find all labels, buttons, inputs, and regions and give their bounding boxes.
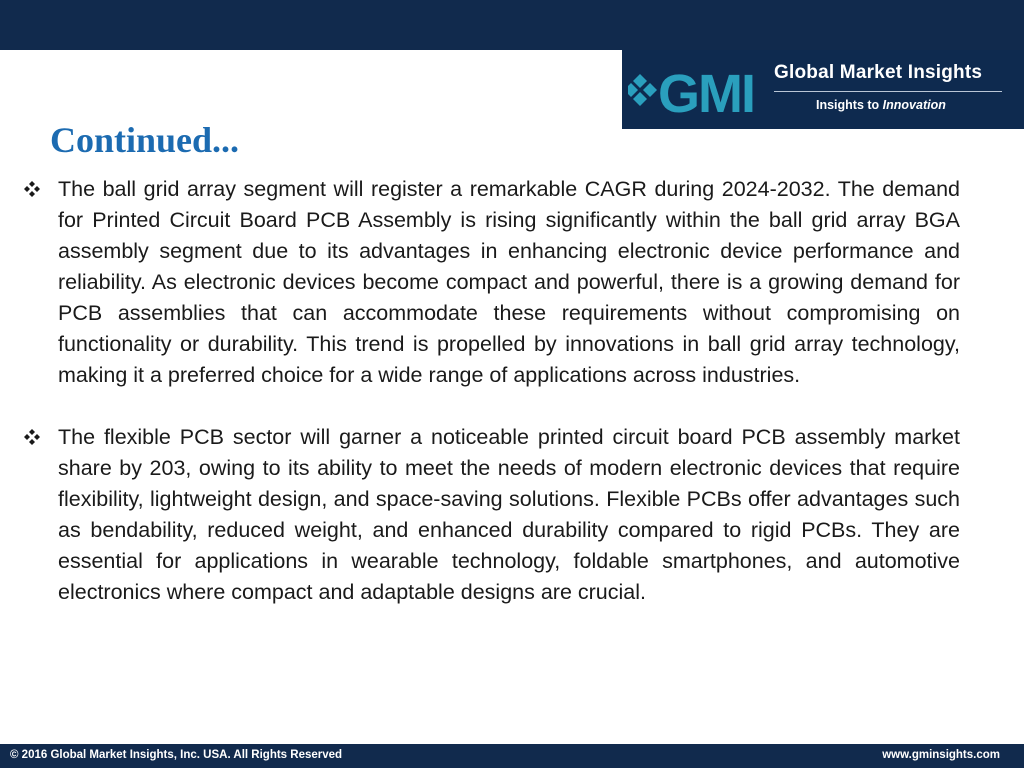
- logo-title: Global Market Insights: [774, 62, 983, 83]
- gmi-logo-letters: GMI: [658, 64, 754, 120]
- four-diamond-bullet-icon: [24, 181, 40, 197]
- bullet-item: [22, 422, 960, 608]
- logo-tagline-emphasis: Innovation: [882, 98, 946, 112]
- slide-heading: Continued...: [50, 120, 240, 160]
- top-header-bar: [0, 0, 1024, 50]
- logo-tagline: [816, 98, 946, 112]
- gmi-logo: [622, 50, 1024, 129]
- footer-copyright: © 2016 Global Market Insights, Inc. USA. All Rights Reserved: [10, 749, 343, 761]
- footer-website-link[interactable]: www.gminsights.com: [882, 749, 1000, 761]
- bullet-text: The flexible PCB sector will garner a noticeable printed circuit board PCB assembly market share by 203, owing to its ability to meet the needs of modern electronic devices that require flexibility, lightweight design, and space-saving solutions. Flexible PCBs offer advantages such as bendability, reduced weight, and enhanced durability compared to rigid PCBs. They are essential for applications in wearable technology, foldable smartphones, and automotive electronics where compact and adaptable designs are crucial.: [58, 425, 960, 604]
- bullet-item: [22, 174, 960, 391]
- bullet-list: [22, 174, 960, 608]
- logo-tagline-prefix: Insights to: [816, 98, 883, 112]
- bullet-text: The ball grid array segment will register a remarkable CAGR during 2024-2032. The demand for Printed Circuit Board PCB Assembly is rising significantly within the ball grid array BGA assembly segment due to its advantages in enhancing electronic device performance and reliability. As electronic devices become compact and powerful, there is a growing demand for PCB assemblies that can accommodate these requirements without compromising on functionality or durability. This trend is propelled by innovations in ball grid array technology, making it a preferred choice for a wide range of applications across industries.: [58, 177, 960, 387]
- footer-bar: [0, 744, 1024, 768]
- logo-divider: [774, 91, 1002, 92]
- gmi-logo-mark-icon: [628, 60, 770, 120]
- four-diamond-bullet-icon: [24, 429, 40, 445]
